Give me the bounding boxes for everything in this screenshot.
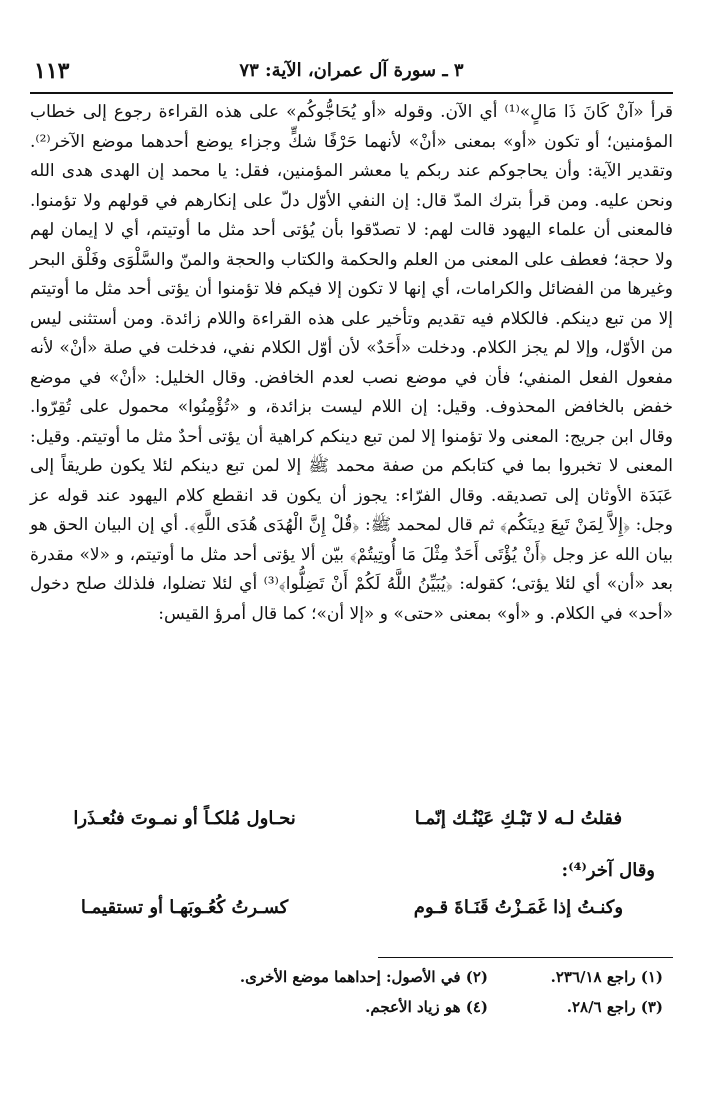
hemistich-second: نحـاول مُلكـاً أو نمـوتَ فنُعـذَرا <box>73 808 296 829</box>
page-header <box>30 58 673 90</box>
poem-verse-2 <box>48 897 655 937</box>
poem-intro: وقال آخر⁽⁴⁾: <box>561 860 655 881</box>
hemistich-first: وكنـتُ إذا غَمَـزْتُ قَنَـاةَ قـوم <box>413 897 624 918</box>
footnote-row <box>120 998 663 1028</box>
running-title: ٣ ـ سورة آل عمران، الآية: ٧٣ <box>239 60 464 81</box>
hemistich-second: كسـرتُ كُعُـوبَهـا أو تستقيمـا <box>80 897 289 918</box>
footnote-row <box>120 968 663 998</box>
footnotes <box>120 968 663 1028</box>
footnote-2: (٢) في الأصول: إحداهما موضع الأخرى. <box>239 968 488 986</box>
commentary-paragraph: قرأ «آنْ كَانَ ذَا مَالٍ»⁽¹⁾ أي الآن. وقوله «أو يُحَاجُّوكُم» على هذه القراءة رجوع إلى خطاب المؤمنين؛ أو تكون «أو» بمعنى «أنْ» لأنهما حَرْفًا شكٍّ وجزاء يوضع أحدهما موضع الآخر⁽²⁾. وتقدير الآية: وأن يحاجوكم عند ربكم يا معشر المؤمنين، فقل: يا محمد إن الهدى هدى الله ونحن عليه. ومن قرأ بترك المدّ قال: إن النفي الأوّل دلّ على إنكارهم في قولهم ولا تؤمنوا. فالمعنى أن علماء اليهود قالت لهم: لا تصدّقوا بأن يُؤتى أحد مثل ما أوتيتم، أي لا إيمان لهم ولا حجة؛ فعطف على المعنى من العلم والحكمة والكتاب والحجة والمنّ والسَّلْوَى وفَلْق البحر وغيرها من الفضائل والكرامات، أي إنها لا تكون إلا فيكم فلا تؤمنوا أن يؤتى أحد مثل ما أوتيتم إلا من تبع دينكم. فالكلام فيه تقديم وتأخير على هذه القراءة واللام زائدة. ومن أستثنى ليس من الأوّل، وإلا لم يجز الكلام. ودخلت «أَحَدٌ» لأن أوّل الكلام نفي، فدخلت في صلة «أنْ» لأنه مفعول الفعل المنفي؛ فأن في موضع نصب لعدم الخافض. وقال الخليل: «أنْ» في موضع خفض بالخافض المحذوف. وقيل: إن اللام ليست بزائدة، و «تُؤْمِنُوا» محمول على تُقِرّوا. وقال ابن جريج: المعنى ولا تؤمنوا إلا لمن تبع دينكم كراهية أن يؤتى أحدٌ مثل ما أوتيتم. وقيل: المعنى لا تخبروا بما في كتابكم من صفة محمد ﷺ إلا لمن تبع دينكم لئلا يكون طريقاً إلى عَبَدَة الأوثان إلى تصديقه. وقال الفرّاء: يجوز أن يكون قد انقطع كلام اليهود عند قوله عز وجل: ﴿إِلاَّ لِمَنْ تَبِعَ دِينَكُم﴾ ثم قال لمحمد ﷺ: ﴿قُلْ إِنَّ الْهُدَى هُدَى اللَّهِ﴾. أي إن البيان الحق هو بيان الله عز وجل ﴿أَنْ يُؤْتَى أَحَدٌ مِثْلَ مَا أُوتِيتُمْ﴾ بيّن ألا يؤتى أحد مثل ما أوتيتم، و «لا» مقدرة بعد «أن» أي لئلا يؤتى؛ كقوله: ﴿يُبَيِّنُ اللَّهُ لَكُمْ أَنْ تَضِلُّوا﴾⁽³⁾ أي لئلا تضلوا، فلذلك صلح دخول «أحد» في الكلام. و «أو» بمعنى «حتى» و «إلا أن»؛ كما قال أمرؤ القيس: <box>30 102 674 624</box>
page-number: ١١٣ <box>34 58 70 84</box>
header-divider <box>30 92 673 94</box>
footnote-3: (٣) راجع ٢٨/٦. <box>566 998 663 1016</box>
body-text <box>30 98 673 629</box>
footnote-divider <box>378 957 673 958</box>
poem-verse-1 <box>48 808 655 848</box>
footnote-1: (١) راجع ٢٣٦/١٨. <box>550 968 663 986</box>
footnote-4: (٤) هو زياد الأعجم. <box>365 998 488 1016</box>
hemistich-first: فقلتُ لـه لا تَبْـكِ عَيْنُـك إنّمـا <box>414 808 623 829</box>
